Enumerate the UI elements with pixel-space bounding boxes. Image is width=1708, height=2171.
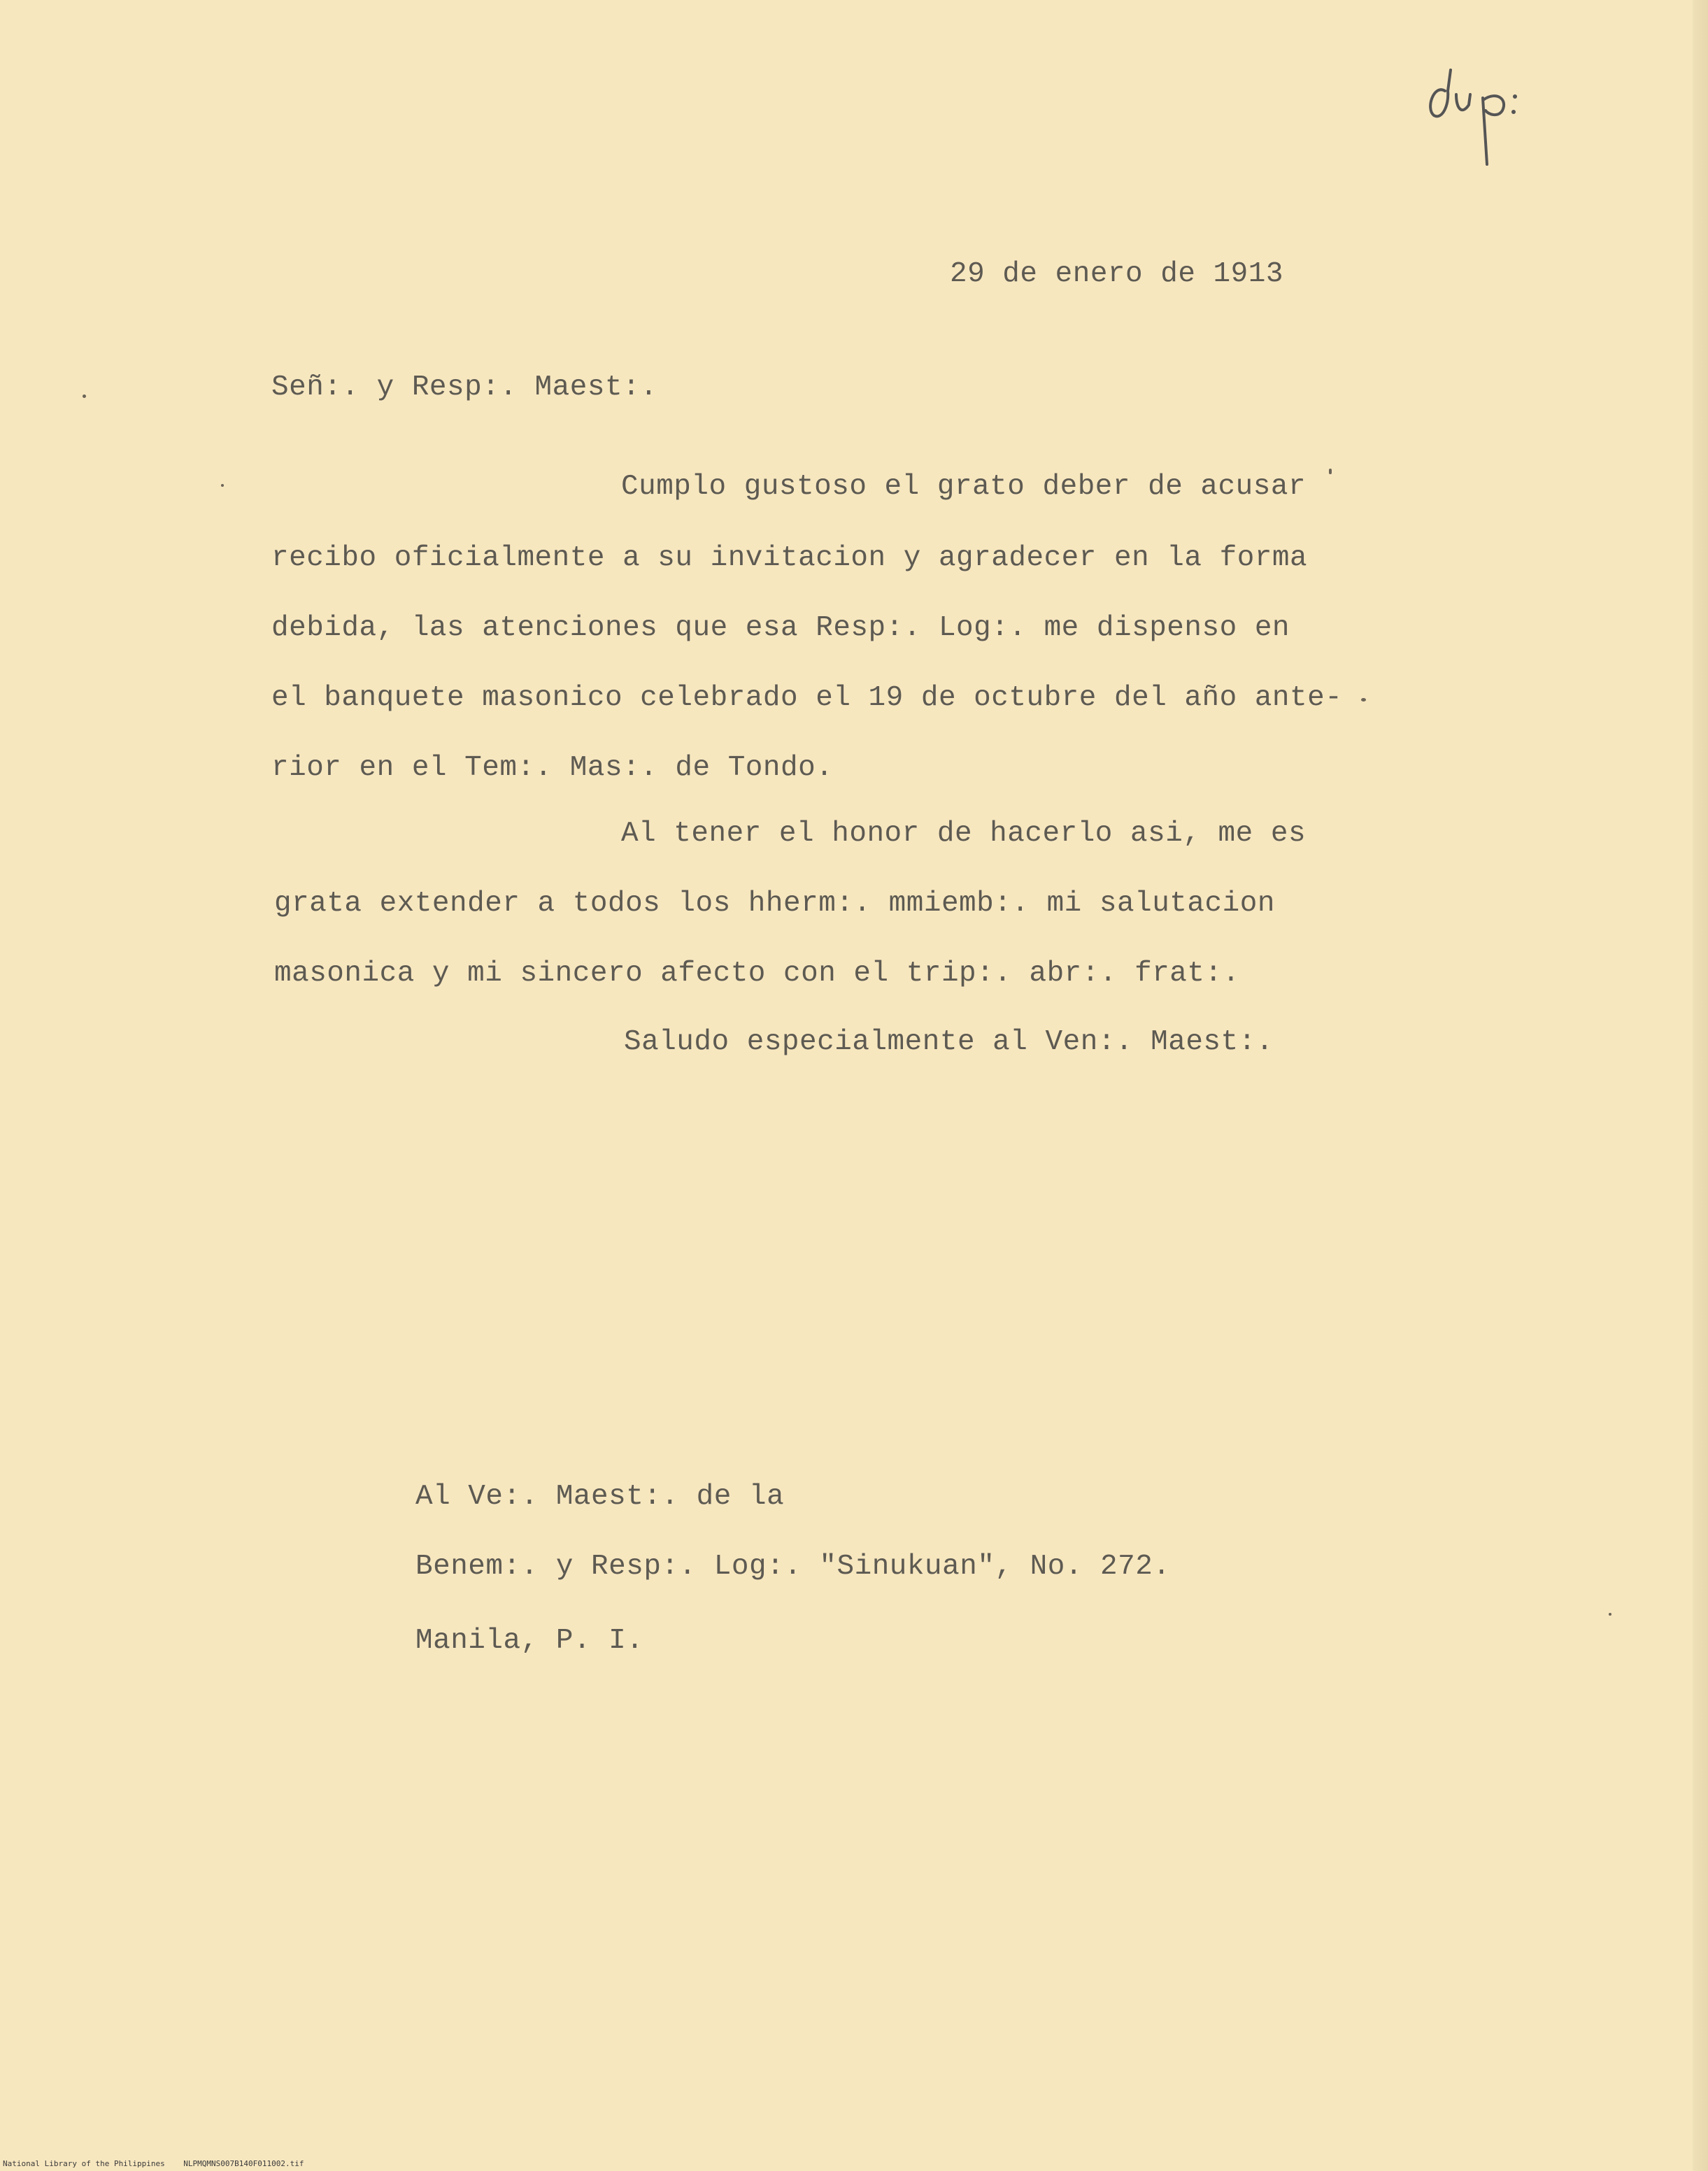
- paper-speck: [1609, 1613, 1611, 1616]
- address-line-3: Manila, P. I.: [415, 1625, 644, 1657]
- body-line-9: Saludo especialmente al Ven:. Maest:.: [624, 1026, 1274, 1058]
- handwritten-dup-mark: [1420, 42, 1546, 175]
- body-line-6: Al tener el honor de hacerlo asi, me es: [621, 818, 1307, 850]
- letter-salutation: Señ:. y Resp:. Maest:.: [271, 371, 658, 404]
- address-line-2: Benem:. y Resp:. Log:. "Sinukuan", No. 272.: [415, 1551, 1171, 1583]
- footer-source-text: National Library of the Philippines: [3, 2159, 165, 2168]
- paper-edge: [1693, 0, 1708, 2171]
- body-line-1: Cumplo gustoso el grato deber de acusar: [621, 471, 1307, 503]
- footer-source: [3, 2159, 304, 2168]
- body-line-7: grata extender a todos los hherm:. mmiemb:. mi salutacion: [274, 888, 1275, 920]
- address-line-1: Al Ve:. Maest:. de la: [415, 1481, 785, 1513]
- paper-speck: [83, 394, 86, 398]
- body-line-4: el banquete masonico celebrado el 19 de octubre del año ante-: [271, 682, 1343, 714]
- paper-speck: [1361, 698, 1366, 702]
- paper-speck: [1329, 469, 1332, 474]
- letter-date: 29 de enero de 1913: [950, 258, 1283, 290]
- body-line-2: recibo oficialmente a su invitacion y agradecer en la forma: [271, 542, 1308, 574]
- handwritten-annotation: [1420, 42, 1546, 175]
- footer-file-text: NLPMQMNS007B140F011002.tif: [183, 2159, 304, 2168]
- body-line-8: masonica y mi sincero afecto con el trip:. abr:. frat:.: [274, 958, 1240, 990]
- body-line-3: debida, las atenciones que esa Resp:. Log:. me dispenso en: [271, 612, 1290, 644]
- paper-speck: [221, 484, 224, 487]
- body-line-5: rior en el Tem:. Mas:. de Tondo.: [271, 752, 834, 784]
